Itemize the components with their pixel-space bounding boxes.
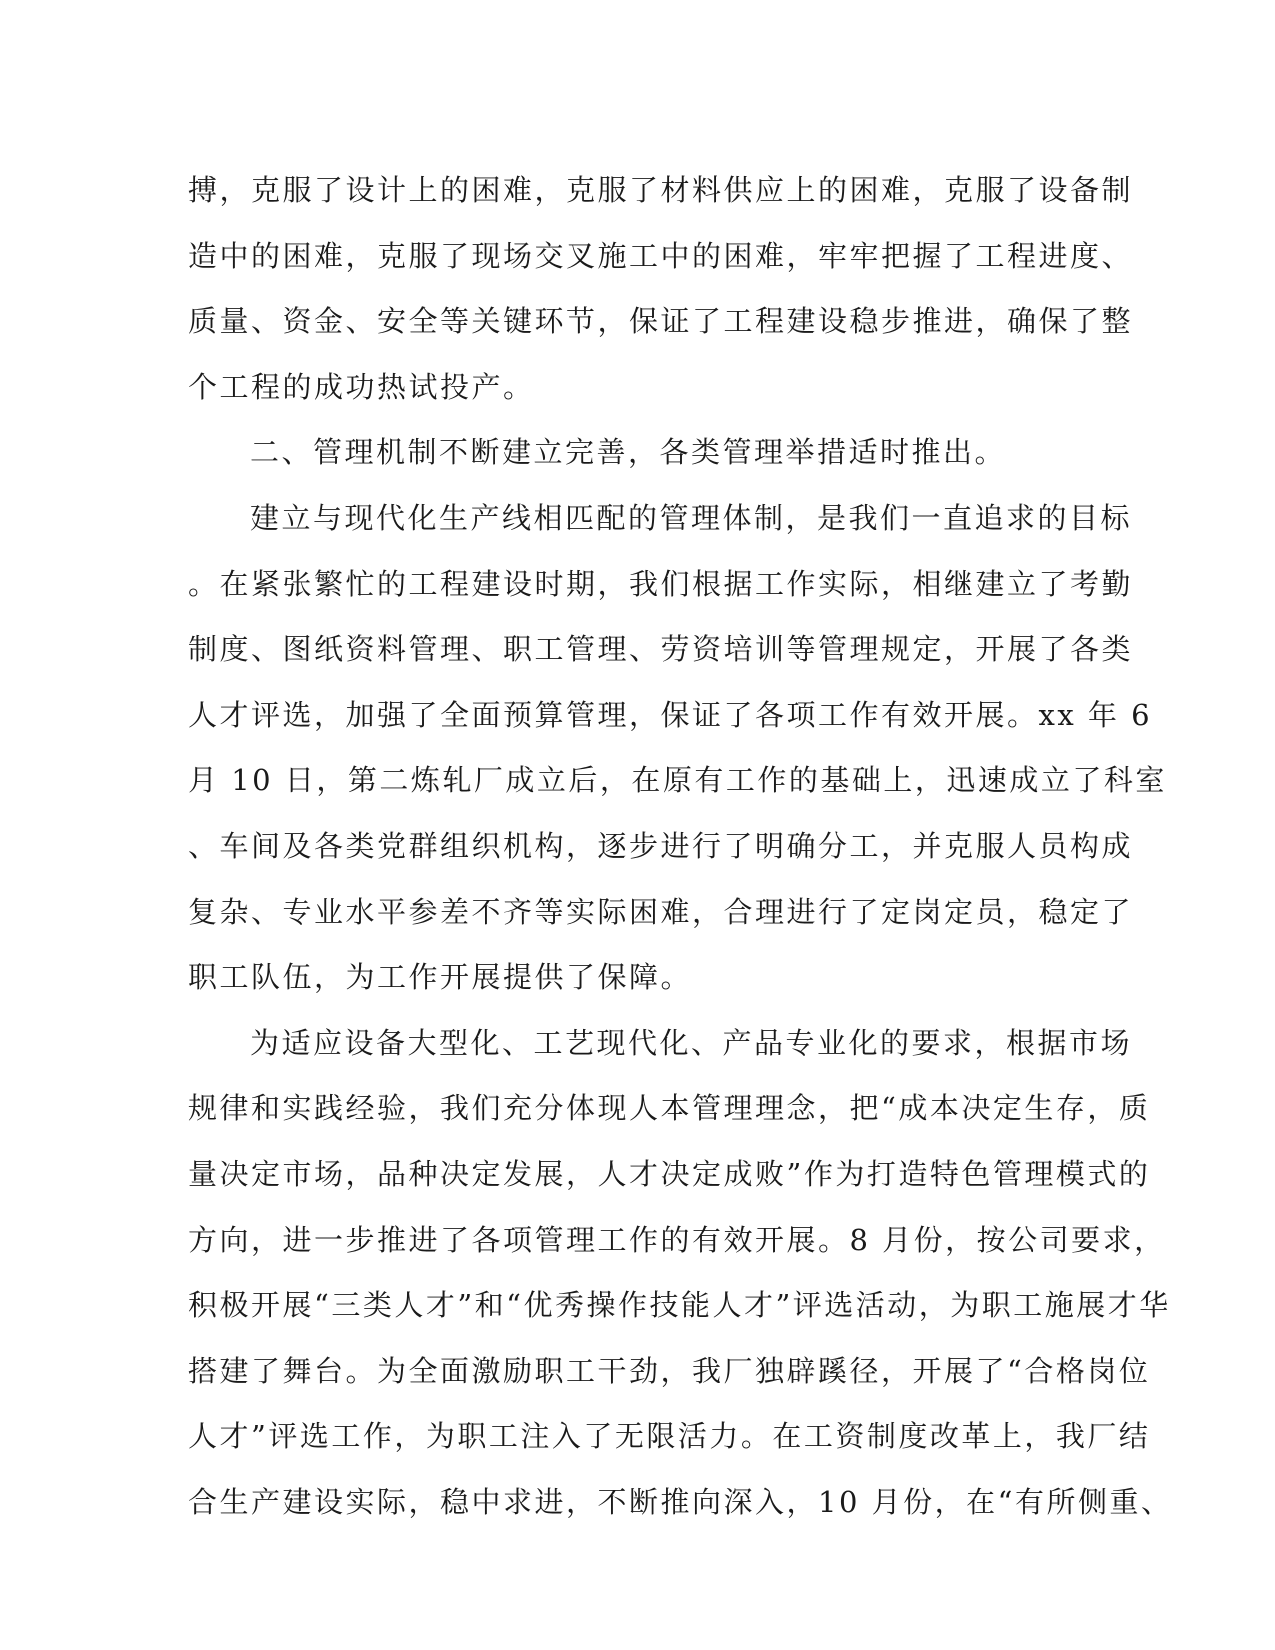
body-text <box>188 158 1173 1535</box>
text-line: 职工队伍，为工作开展提供了保障。 <box>188 960 693 995</box>
text-line: 规律和实践经验，我们充分体现人本管理理念，把“成本决定生存，质 <box>188 1091 1151 1126</box>
text-line: 建立与现代化生产线相匹配的管理体制，是我们一直追求的目标 <box>250 500 1133 535</box>
text-line: 方向，进一步推进了各项管理工作的有效开展。8 月份，按公司要求， <box>188 1222 1166 1257</box>
text-line: 月 10 日，第二炼轧厂成立后，在原有工作的基础上，迅速成立了科室 <box>188 763 1167 798</box>
text-line: 积极开展“三类人才”和“优秀操作技能人才”评选活动，为职工施展才华 <box>188 1288 1171 1323</box>
text-line: 为适应设备大型化、工艺现代化、产品专业化的要求，根据市场 <box>250 1025 1133 1060</box>
text-line: 个工程的成功热试投产。 <box>188 369 535 404</box>
text-line: 人才评选，加强了全面预算管理，保证了各项工作有效开展。xx 年 6 <box>188 697 1153 732</box>
text-line: 复杂、专业水平参差不齐等实际困难，合理进行了定岗定员，稳定了 <box>188 894 1134 929</box>
section-heading: 二、管理机制不断建立完善，各类管理举措适时推出。 <box>250 435 1007 470</box>
text-line: 制度、图纸资料管理、职工管理、劳资培训等管理规定，开展了各类 <box>188 632 1134 667</box>
text-line: 量决定市场，品种决定发展，人才决定成败”作为打造特色管理模式的 <box>188 1156 1151 1191</box>
text-line: 搭建了舞台。为全面激励职工干劲，我厂独辟蹊径，开展了“合格岗位 <box>188 1353 1151 1388</box>
text-line: 。在紧张繁忙的工程建设时期，我们根据工作实际，相继建立了考勤 <box>188 566 1134 601</box>
text-line: 搏，克服了设计上的困难，克服了材料供应上的困难，克服了设备制 <box>188 173 1134 207</box>
text-line: 人才”评选工作，为职工注入了无限活力。在工资制度改革上，我厂结 <box>188 1419 1151 1454</box>
text-line: 质量、资金、安全等关键环节，保证了工程建设稳步推进，确保了整 <box>188 304 1134 339</box>
text-line: 造中的困难，克服了现场交叉施工中的困难，牢牢把握了工程进度、 <box>188 238 1134 273</box>
text-line: 合生产建设实际，稳中求进，不断推向深入，10 月份，在“有所侧重、 <box>188 1484 1173 1519</box>
text-line: 、车间及各类党群组织机构，逐步进行了明确分工，并克服人员构成 <box>188 828 1134 863</box>
